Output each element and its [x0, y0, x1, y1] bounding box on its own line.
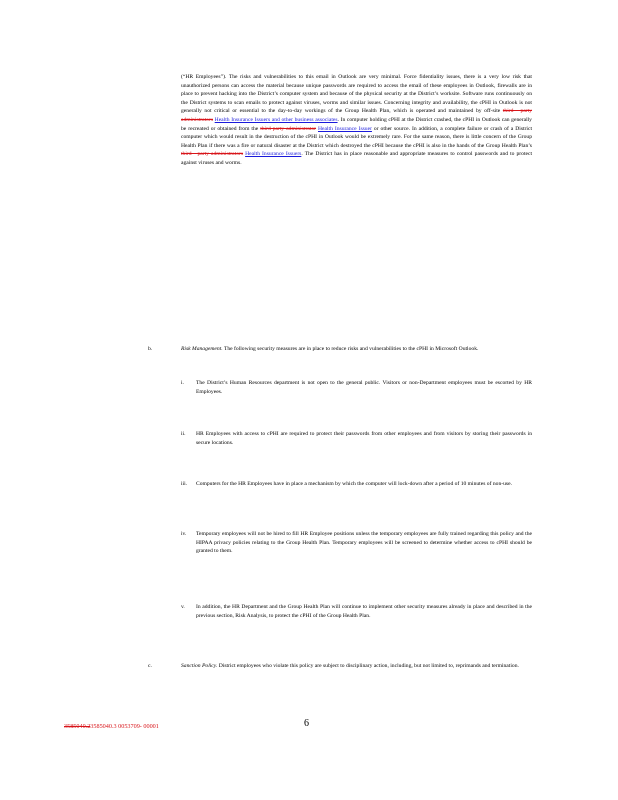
- paragraph-text: or other source. In addition, a complete failure or crash of a District computer which would result in the destruction of the cPHI in Outlook would be extremely rare. For the same reason, there is little concern of the Group Health Plan if there was a fire or natural disaster at the District which destroyed the cPHI because the cPHI is also in the hands of the Group Health Plan’s: [181, 125, 533, 149]
- paragraph-text: . In computer holding cPHI at the District crashed, the cPHI in Outlook can generally be recreated or obtained from the: [181, 116, 532, 132]
- sanction-policy-paragraph: [181, 662, 532, 671]
- item-marker: v.: [181, 604, 185, 610]
- item-marker: iii.: [181, 481, 188, 487]
- deleted-text: third - party administrators: [181, 108, 533, 123]
- deleted-text: third party administrator: [260, 125, 317, 132]
- list-item: In addition, the HR Department and the Group Health Plan will continue to implement other security measures already in place and described in the previous section, Risk Analysis, to protect the cPHI of the Group Health Plan.: [196, 604, 532, 619]
- list-item: The District’s Human Resources department is not open to the general public. Visitors or non-Department employees must be escorted by HR Employees.: [196, 380, 532, 395]
- section-c-marker: c.: [148, 663, 152, 669]
- inserted-text: Health Insurance Issuer: [318, 125, 372, 132]
- paragraph-text: (“HR Employees”). The risks and vulnerabilities to this email in Outlook are very minimal. Force fidentiality issues, there is a very low risk that unauthorized persons can access the material because unique passwords are required to access the email of these employees in Outlook, firewalls are in place to prevent hacking into the District’s computer system and because of the physical security at the District’s worksite. Software runs continuously on the District systems to scan emails to protect against viruses, worms and similar issues. Concerning integrity and availability, the cPHI in Outlook is not generally not critical or essential to the day-to-day workings of the Group Health Plan, which is operated and maintained by off-site: [181, 74, 532, 115]
- item-marker: ii.: [181, 431, 186, 437]
- doc-id-text: 3585040.3 0053709- 00001: [90, 723, 159, 730]
- list-item: Computers for the HR Employees have in place a mechanism by which the computer will lock-down after a period of 10 minutes of non-use.: [196, 481, 512, 487]
- item-marker: i.: [181, 380, 184, 386]
- section-text: The following security measures are in place to reduce risks and vulnerabilities to the cPHI in Microsoft Outlook.: [222, 346, 479, 352]
- page-number: 6: [304, 718, 309, 729]
- item-marker: iv.: [181, 531, 187, 537]
- list-item: HR Employees with access to cPHI are required to protect their passwords from other employees and from visitors by storing their passwords in secure locations.: [196, 431, 532, 446]
- deleted-doc-id: 3585040.2: [64, 723, 91, 730]
- document-id: [64, 723, 159, 730]
- deleted-text: third - party administrators: [181, 151, 244, 158]
- inserted-text: Health Insurance Issuers and other business associates: [214, 116, 338, 123]
- paragraph-text: . The District has in place reasonable and appropriate measures to control passwords and to protect against viruses and worms.: [181, 151, 533, 166]
- risk-management-paragraph: [181, 345, 532, 354]
- risk-analysis-paragraph: [181, 73, 532, 168]
- list-item: Temporary employees will not be hired to fill HR Employee positions unless the temporary employees are fully trained regarding this policy and the HIPAA privacy policies relating to the Group Health Plan. Temporary employees will be screened to determine whether access to cPHI should be granted to them.: [196, 531, 532, 555]
- section-text: District employees who violate this policy are subject to disciplinary action, including, but not limited to, reprimands and termination.: [217, 663, 519, 669]
- section-b-marker: b.: [148, 346, 153, 352]
- section-title: Risk Management.: [181, 346, 223, 352]
- section-title: Sanction Policy.: [181, 663, 218, 669]
- inserted-text: Health Insurance Issuers: [245, 151, 302, 158]
